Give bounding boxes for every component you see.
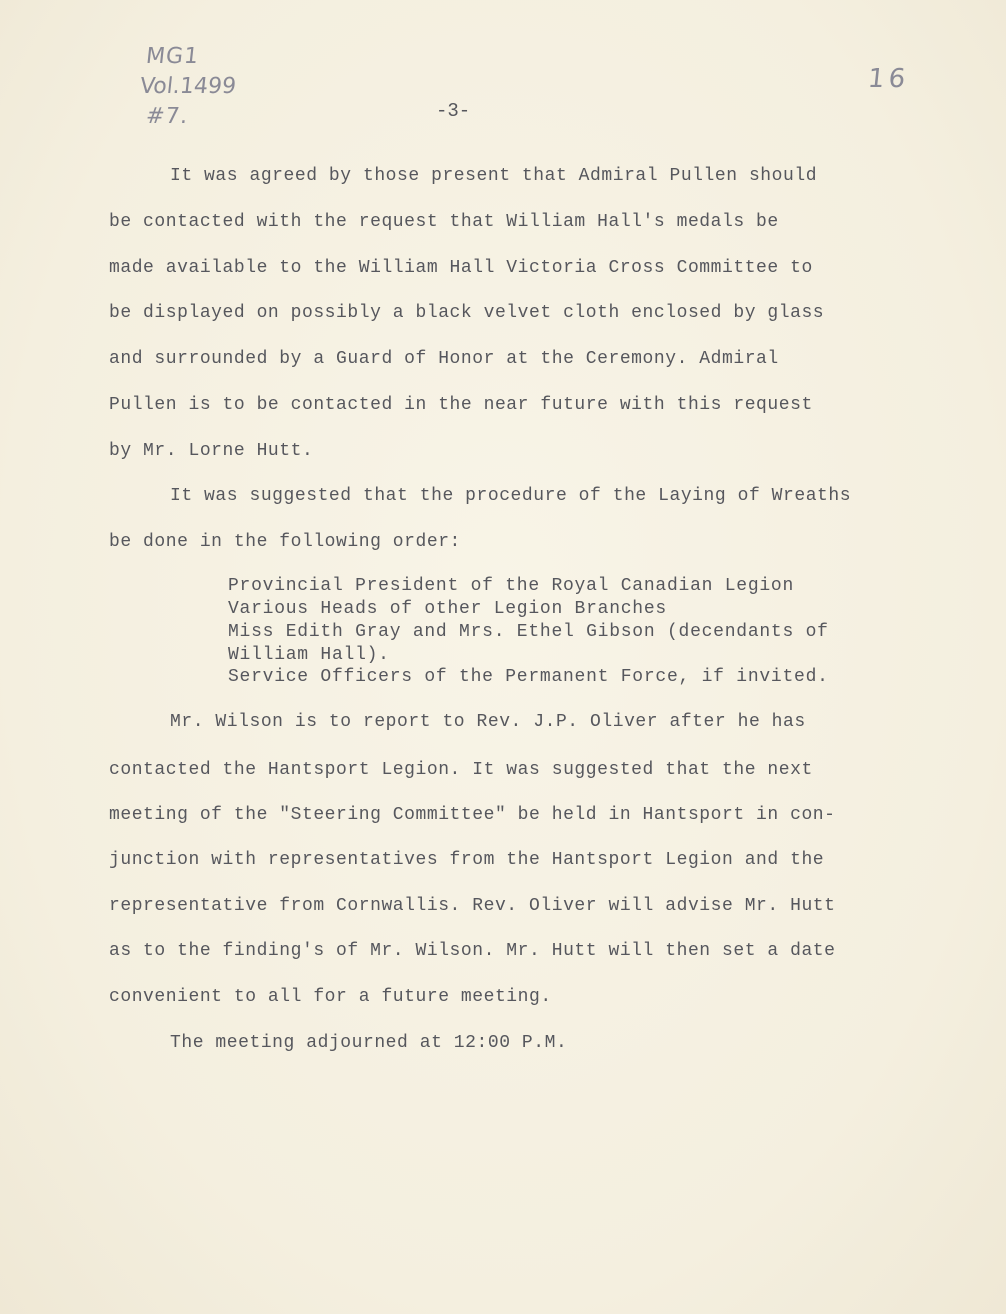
text-line: It was suggested that the procedure of the Laying of Wreaths bbox=[170, 486, 852, 506]
archive-reference-line-2: Vol.1499 bbox=[138, 74, 238, 99]
text-line: and surrounded by a Guard of Honor at the Ceremony. Admiral bbox=[109, 349, 779, 369]
list-item: Miss Edith Gray and Mrs. Ethel Gibson (decendants of bbox=[228, 622, 829, 642]
text-line: made available to the William Hall Victoria Cross Committee to bbox=[109, 258, 813, 278]
text-line: Pullen is to be contacted in the near future with this request bbox=[109, 395, 813, 415]
text-line: Mr. Wilson is to report to Rev. J.P. Oliver after he has bbox=[170, 712, 806, 732]
text-line: It was agreed by those present that Admiral Pullen should bbox=[170, 166, 818, 186]
text-line: be displayed on possibly a black velvet cloth enclosed by glass bbox=[109, 303, 825, 323]
text-line: be done in the following order: bbox=[109, 532, 461, 552]
text-line: meeting of the "Steering Committee" be held in Hantsport in con- bbox=[109, 805, 836, 825]
text-line: representative from Cornwallis. Rev. Oliver will advise Mr. Hutt bbox=[109, 896, 836, 916]
text-line: by Mr. Lorne Hutt. bbox=[109, 441, 314, 461]
list-item: William Hall). bbox=[228, 645, 390, 665]
text-line: junction with representatives from the Hantsport Legion and the bbox=[109, 850, 825, 870]
archive-reference-line-3: #7. bbox=[144, 104, 190, 129]
archive-reference-line-1: MG1 bbox=[144, 44, 201, 69]
closing-line: The meeting adjourned at 12:00 P.M. bbox=[170, 1033, 568, 1053]
list-item: Provincial President of the Royal Canadian Legion bbox=[228, 576, 795, 596]
text-line: as to the finding's of Mr. Wilson. Mr. Hutt will then set a date bbox=[109, 941, 836, 961]
folio-number: 16 bbox=[866, 64, 911, 94]
text-line: contacted the Hantsport Legion. It was suggested that the next bbox=[109, 760, 813, 780]
list-item: Service Officers of the Permanent Force, if invited. bbox=[228, 667, 829, 687]
list-item: Various Heads of other Legion Branches bbox=[228, 599, 667, 619]
page-number: -3- bbox=[436, 100, 471, 122]
text-line: convenient to all for a future meeting. bbox=[109, 987, 552, 1007]
text-line: be contacted with the request that William Hall's medals be bbox=[109, 212, 779, 232]
